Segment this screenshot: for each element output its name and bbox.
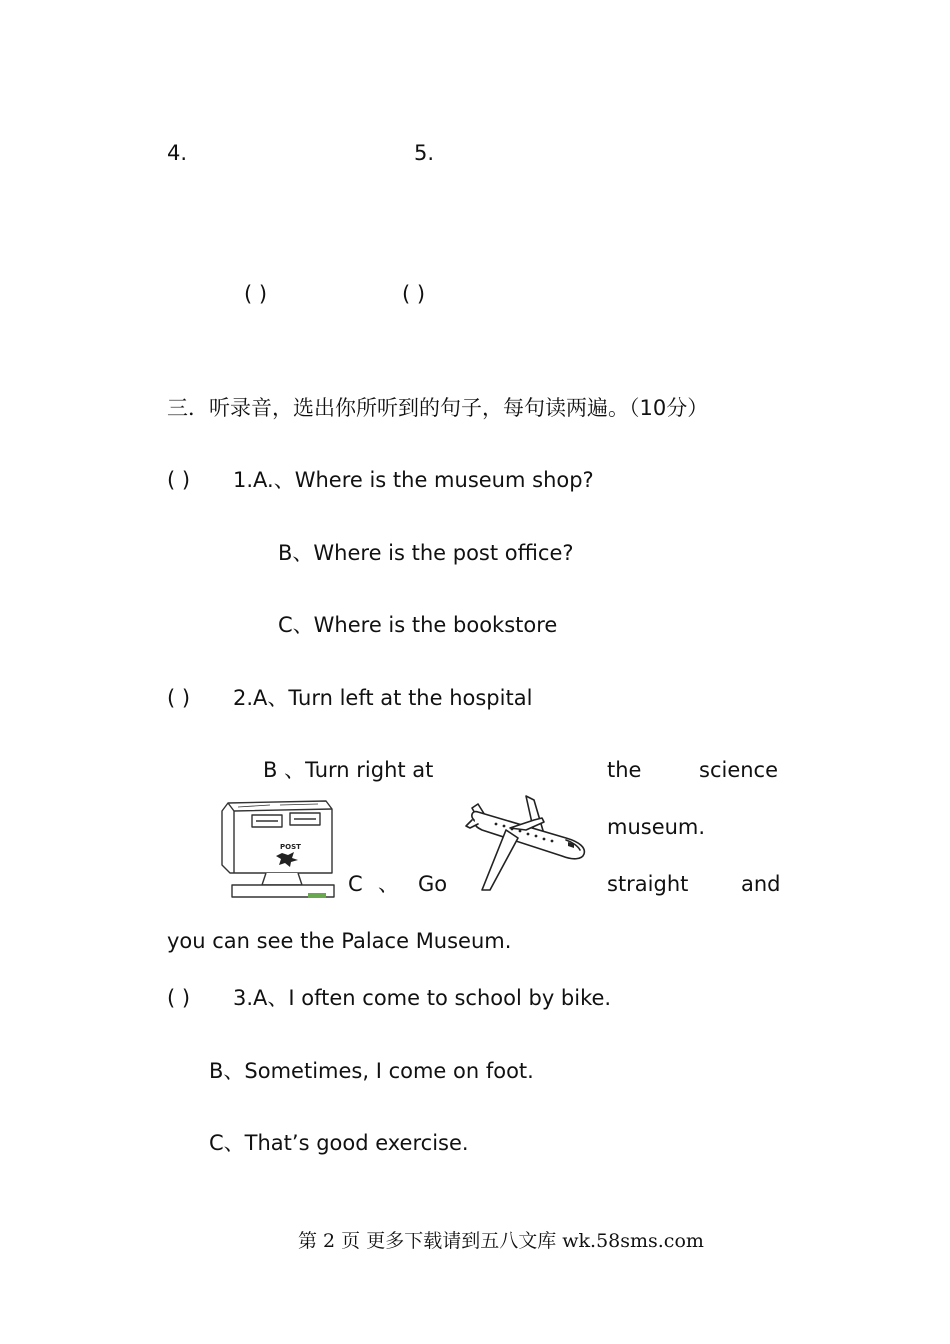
q2-option-c-letter: C bbox=[348, 872, 363, 896]
q2-option-a: 2.A、Turn left at the hospital bbox=[233, 686, 533, 710]
q2-option-b-word-science: science bbox=[699, 758, 779, 782]
q2-option-c-word-go: Go bbox=[418, 872, 448, 896]
q3-option-c: C、That’s good exercise. bbox=[209, 1131, 469, 1155]
answer-blank-4: ( ) bbox=[244, 282, 268, 306]
q2-option-c-continuation: you can see the Palace Museum. bbox=[167, 929, 512, 953]
answer-blank-5: ( ) bbox=[402, 282, 426, 306]
q1-option-c: C、Where is the bookstore bbox=[278, 613, 558, 637]
q2-option-b-word-the: the bbox=[607, 758, 642, 782]
q1-answer-blank: ( ) bbox=[167, 468, 191, 492]
q2-answer-blank: ( ) bbox=[167, 686, 191, 710]
item-number-4: 4. bbox=[167, 141, 188, 165]
postbox-icon bbox=[218, 797, 338, 901]
postbox-label: POST bbox=[280, 843, 301, 851]
q3-option-a: 3.A、I often come to school by bike. bbox=[233, 986, 612, 1010]
q2-option-c-separator: 、 bbox=[378, 872, 399, 896]
q2-option-b-lead: B 、Turn right at bbox=[263, 758, 434, 782]
airplane-icon bbox=[462, 790, 592, 896]
q2-option-c-word-straight: straight bbox=[607, 872, 689, 896]
q2-option-b-word-museum: museum. bbox=[607, 815, 706, 839]
page-footer: 第 2 页 更多下载请到五八文库 wk.58sms.com bbox=[298, 1230, 704, 1252]
section-heading: 三．听录音，选出你所听到的句子，每句读两遍。（10分） bbox=[167, 396, 709, 420]
q2-option-c-word-and: and bbox=[741, 872, 781, 896]
q3-option-b: B、Sometimes, I come on foot. bbox=[209, 1059, 534, 1083]
q1-option-b: B、Where is the post office? bbox=[278, 541, 574, 565]
q1-option-a: 1.A.、Where is the museum shop? bbox=[233, 468, 594, 492]
item-number-5: 5. bbox=[414, 141, 435, 165]
q3-answer-blank: ( ) bbox=[167, 986, 191, 1010]
